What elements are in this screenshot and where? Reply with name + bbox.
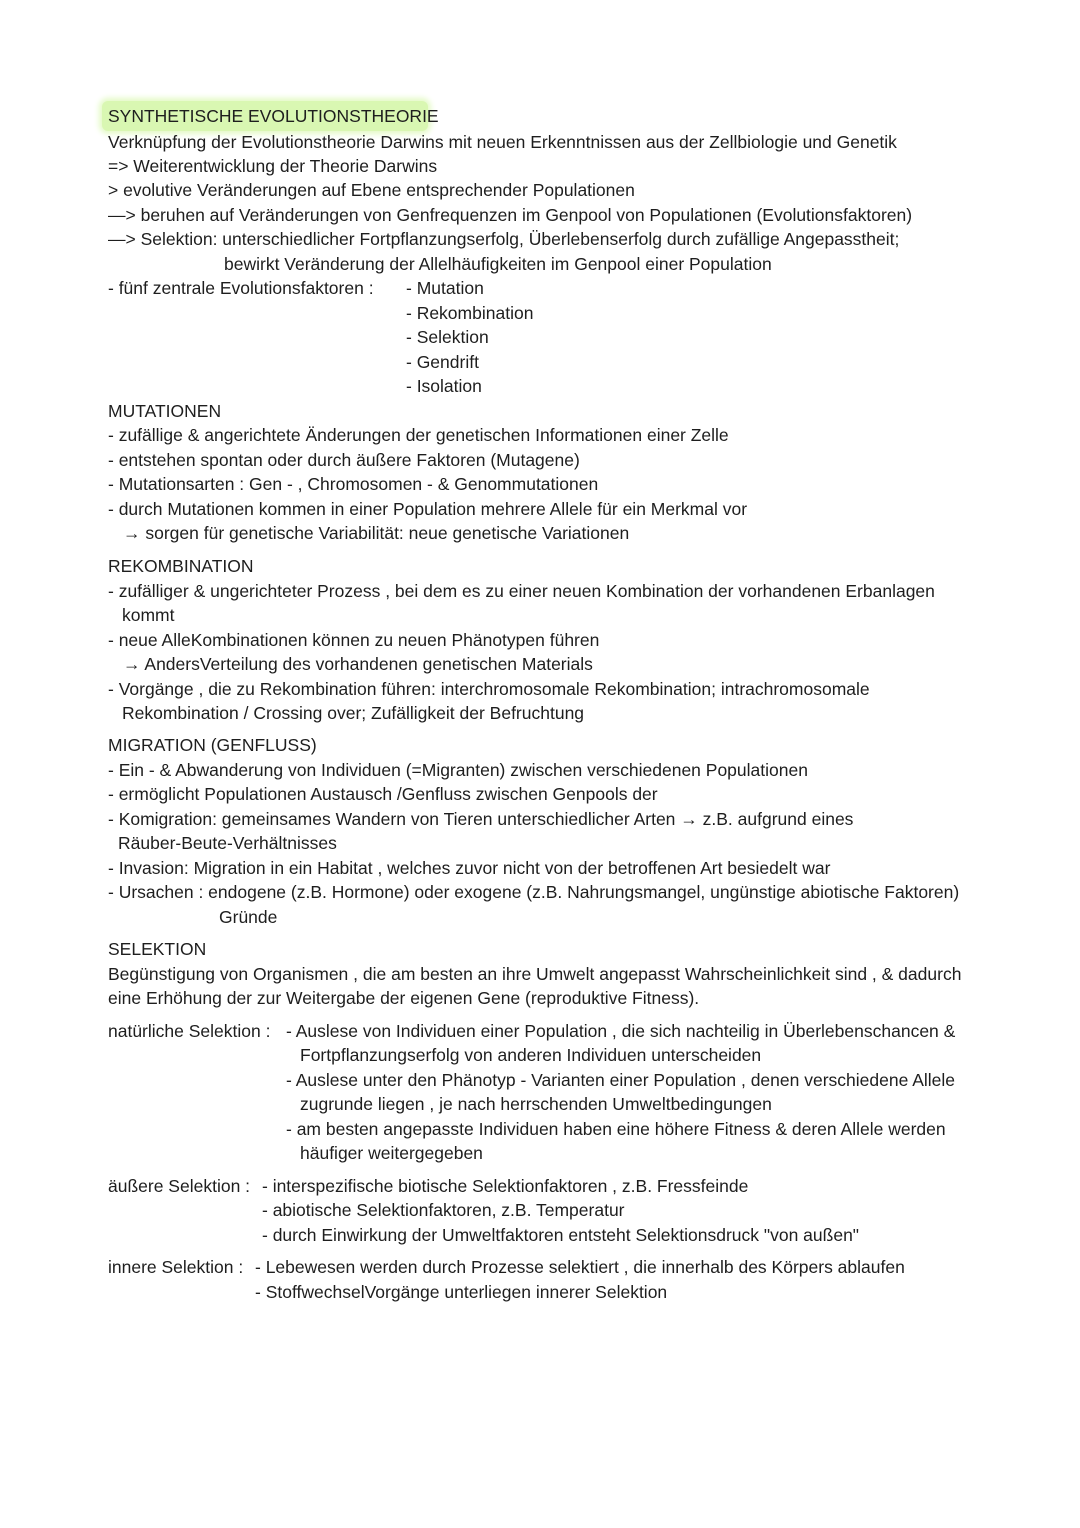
text-line: - Komigration: gemeinsames Wandern von Tieren unterschiedlicher Arten → z.B. aufgrund eines bbox=[108, 809, 854, 829]
text-line: Verknüpfung der Evolutionstheorie Darwins mit neuen Erkenntnissen aus der Zellbiologie und Genetik bbox=[108, 132, 897, 152]
text-line: häufiger weitergegeben bbox=[300, 1143, 483, 1163]
text-line: Rekombination / Crossing over; Zufälligkeit der Befruchtung bbox=[122, 703, 585, 723]
list-item: - Auslese unter den Phänotyp - Varianten einer Population , denen verschiedene Allele bbox=[286, 1070, 956, 1090]
text-line: - zufälliger & ungerichteter Prozess , bei dem es zu einer neuen Kombination der vorhandenen Erbanlagen bbox=[108, 581, 935, 601]
natural-selection-label: natürliche Selektion : bbox=[108, 1021, 271, 1041]
factors-label: - fünf zentrale Evolutionsfaktoren : bbox=[108, 278, 374, 298]
list-item: - Rekombination bbox=[406, 303, 534, 323]
text-line: —> beruhen auf Veränderungen von Genfrequenzen im Genpool von Populationen (Evolutionsfaktoren) bbox=[108, 205, 913, 225]
page-title: SYNTHETISCHE EVOLUTIONSTHEORIE bbox=[108, 106, 439, 126]
text-line: kommt bbox=[122, 605, 175, 625]
text-line: - Invasion: Migration in ein Habitat , welches zuvor nicht von der betroffenen Art besiedelt war bbox=[108, 858, 831, 878]
text-line: zugrunde liegen , je nach herrschenden Umweltbedingungen bbox=[300, 1094, 772, 1114]
list-item: - Auslese von Individuen einer Population , die sich nachteilig in Überlebenschancen & bbox=[286, 1021, 956, 1041]
list-item: - Selektion bbox=[406, 327, 489, 347]
text-line: Gründe bbox=[219, 907, 278, 927]
list-item: - Mutation bbox=[406, 278, 484, 298]
text-line: → sorgen für genetische Variabilität: neue genetische Variationen bbox=[123, 523, 630, 543]
list-item: - interspezifische biotische Selektionfaktoren , z.B. Fressfeinde bbox=[262, 1176, 749, 1196]
text-line: → AndersVerteilung des vorhandenen genetischen Materials bbox=[123, 654, 593, 674]
list-item: - durch Einwirkung der Umweltfaktoren entsteht Selektionsdruck "von außen" bbox=[262, 1225, 860, 1245]
list-item: - StoffwechselVorgänge unterliegen innerer Selektion bbox=[255, 1282, 668, 1302]
text-line: > evolutive Veränderungen auf Ebene entsprechender Populationen bbox=[108, 180, 635, 200]
text-line: - durch Mutationen kommen in einer Population mehrere Allele für ein Merkmal vor bbox=[108, 499, 748, 519]
section-heading: REKOMBINATION bbox=[108, 556, 254, 576]
text-line: Begünstigung von Organismen , die am besten an ihre Umwelt angepasst Wahrscheinlichkeit sind , & dadurch bbox=[108, 964, 962, 984]
text-line: - entstehen spontan oder durch äußere Faktoren (Mutagene) bbox=[108, 450, 580, 470]
list-item: - am besten angepasste Individuen haben eine höhere Fitness & deren Allele werden bbox=[286, 1119, 946, 1139]
text-line: => Weiterentwicklung der Theorie Darwins bbox=[108, 156, 438, 176]
text-line: - zufällige & angerichtete Änderungen der genetischen Informationen einer Zelle bbox=[108, 425, 729, 445]
section-heading: MUTATIONEN bbox=[108, 401, 222, 421]
list-item: - Isolation bbox=[406, 376, 482, 396]
text-line: eine Erhöhung der zur Weitergabe der eigenen Gene (reproduktive Fitness). bbox=[108, 988, 700, 1008]
text-line: Fortpflanzungserfolg von anderen Individuen unterscheiden bbox=[300, 1045, 762, 1065]
text-line: - Vorgänge , die zu Rekombination führen: interchromosomale Rekombination; intrachromosomale bbox=[108, 679, 870, 699]
outer-selection-label: äußere Selektion : bbox=[108, 1176, 251, 1196]
text-line: bewirkt Veränderung der Allelhäufigkeiten im Genpool einer Population bbox=[224, 254, 772, 274]
list-item: - Gendrift bbox=[406, 352, 479, 372]
list-item: - abiotische Selektionfaktoren, z.B. Temperatur bbox=[262, 1200, 625, 1220]
list-item: - Lebewesen werden durch Prozesse selektiert , die innerhalb des Körpers ablaufen bbox=[255, 1257, 905, 1277]
section-heading: SELEKTION bbox=[108, 939, 207, 959]
text-line: - ermöglicht Populationen Austausch /Genfluss zwischen Genpools der bbox=[108, 784, 658, 804]
text-line: - neue AlleKombinationen können zu neuen Phänotypen führen bbox=[108, 630, 600, 650]
text-line: - Ein - & Abwanderung von Individuen (=Migranten) zwischen verschiedenen Populationen bbox=[108, 760, 808, 780]
section-heading: MIGRATION (GENFLUSS) bbox=[108, 735, 317, 755]
text-line: Räuber-Beute-Verhältnisses bbox=[118, 833, 337, 853]
text-line: - Mutationsarten : Gen - , Chromosomen - & Genommutationen bbox=[108, 474, 599, 494]
inner-selection-label: innere Selektion : bbox=[108, 1257, 244, 1277]
text-line: - Ursachen : endogene (z.B. Hormone) oder exogene (z.B. Nahrungsmangel, ungünstige abiotische Faktoren) bbox=[108, 882, 960, 902]
text-line: —> Selektion: unterschiedlicher Fortpflanzungserfolg, Überlebenserfolg durch zufällige Angepasstheit; bbox=[108, 229, 900, 249]
